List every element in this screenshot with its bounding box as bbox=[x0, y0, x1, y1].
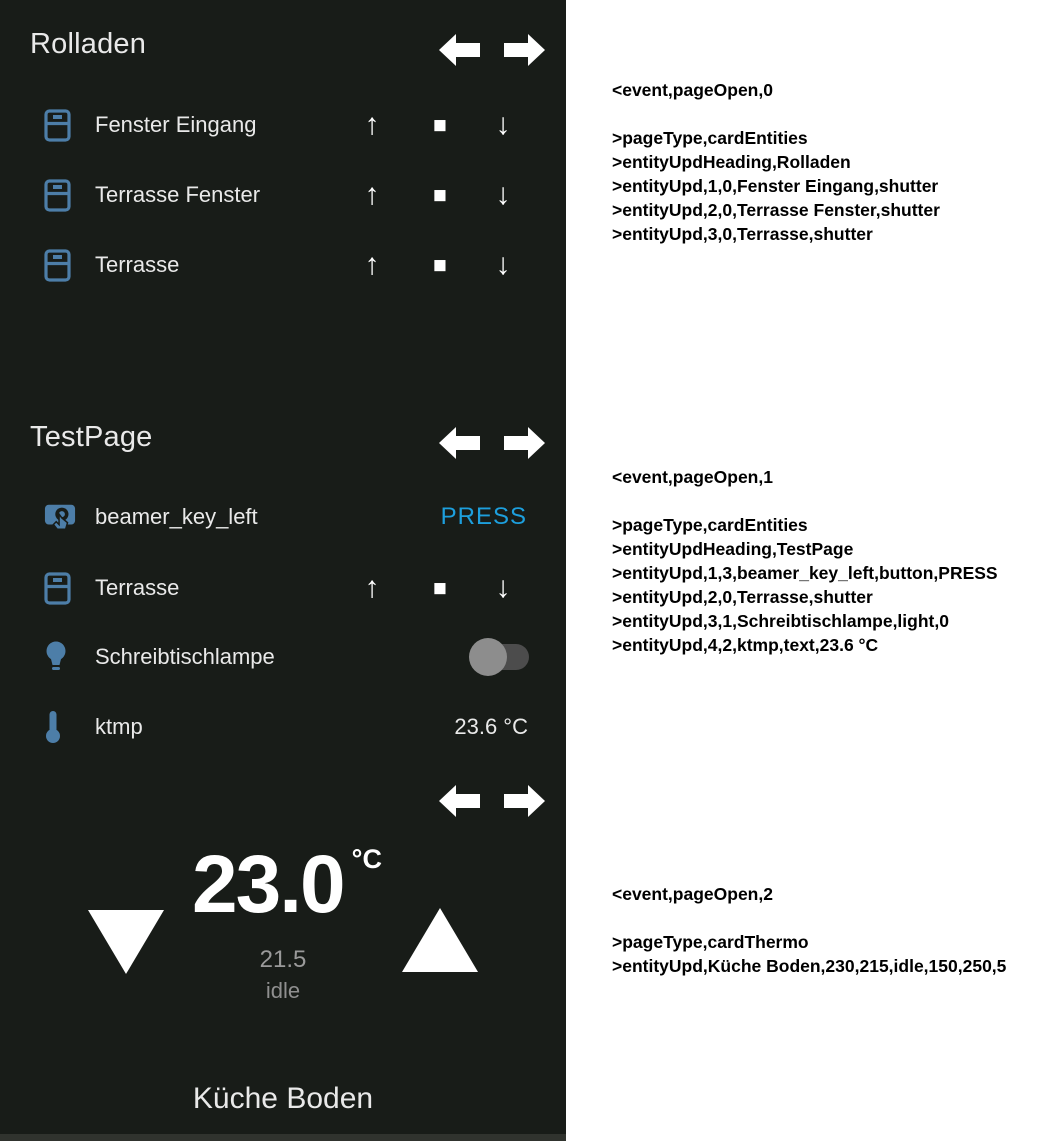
log-blank-line bbox=[612, 489, 998, 513]
log-line: >entityUpd,4,2,ktmp,text,23.6 °C bbox=[612, 635, 879, 655]
hvac-state: idle bbox=[265, 978, 301, 1003]
entity-row-terrasse bbox=[0, 230, 566, 300]
shutter-stop-button[interactable]: ■ bbox=[433, 574, 447, 601]
shutter-down-button[interactable]: ↓ bbox=[495, 571, 511, 604]
log-line: >entityUpd,2,0,Terrasse Fenster,shutter bbox=[612, 200, 940, 220]
current-temperature-value: 23.0 bbox=[192, 839, 344, 930]
log-line: >pageType,cardEntities bbox=[612, 515, 808, 535]
page-nav bbox=[439, 783, 545, 819]
log-line: >entityUpdHeading,Rolladen bbox=[612, 152, 851, 172]
thermostat-name: Küche Boden bbox=[192, 1082, 374, 1115]
serial-log-page1 bbox=[612, 465, 998, 657]
entity-row-fenster-eingang bbox=[0, 90, 566, 160]
log-line: <event,pageOpen,1 bbox=[612, 467, 773, 487]
log-line: >entityUpd,3,0,Terrasse,shutter bbox=[612, 224, 873, 244]
shutter-stop-button[interactable]: ■ bbox=[433, 181, 447, 208]
entity-label: Terrasse bbox=[95, 252, 180, 277]
log-line: >entityUpd,Küche Boden,230,215,idle,150,250,5 bbox=[612, 956, 1007, 976]
log-line: <event,pageOpen,2 bbox=[612, 884, 773, 904]
shutter-down-button[interactable]: ↓ bbox=[495, 178, 511, 211]
log-line: >entityUpdHeading,TestPage bbox=[612, 539, 854, 559]
page-title: TestPage bbox=[30, 421, 153, 453]
log-line: >entityUpd,1,0,Fenster Eingang,shutter bbox=[612, 176, 939, 196]
serial-log-page0 bbox=[612, 78, 940, 246]
log-line: <event,pageOpen,0 bbox=[612, 80, 773, 100]
log-blank-line bbox=[612, 102, 940, 126]
log-blank-line bbox=[612, 906, 1006, 930]
shutter-stop-button[interactable]: ■ bbox=[433, 251, 447, 278]
toggle-knob bbox=[469, 638, 507, 676]
current-temperature bbox=[0, 838, 566, 932]
log-line: >pageType,cardEntities bbox=[612, 128, 808, 148]
temperature-unit: °C bbox=[351, 844, 382, 874]
entity-label: beamer_key_left bbox=[95, 504, 258, 529]
shutter-stop-button[interactable]: ■ bbox=[433, 111, 447, 138]
shutter-down-button[interactable]: ↓ bbox=[495, 108, 511, 141]
shutter-icon bbox=[44, 108, 76, 142]
card-testpage bbox=[0, 390, 566, 780]
log-line: >pageType,cardThermo bbox=[612, 932, 809, 952]
entity-label: Terrasse Fenster bbox=[95, 182, 261, 207]
sensor-value: 23.6 °C bbox=[454, 714, 528, 739]
gesture-tap-button-icon bbox=[44, 500, 76, 534]
card-rolladen bbox=[0, 0, 566, 390]
serial-log-page2 bbox=[612, 882, 1006, 978]
nav-left-icon[interactable] bbox=[439, 425, 480, 461]
press-button[interactable]: PRESS bbox=[440, 503, 527, 530]
entity-label: Terrasse bbox=[95, 575, 180, 600]
shutter-up-button[interactable]: ↑ bbox=[364, 248, 380, 281]
entity-row-schreibtischlampe bbox=[0, 622, 566, 692]
target-temperature: 21.5 bbox=[259, 946, 307, 973]
shutter-icon bbox=[44, 178, 76, 212]
entity-row-beamer-key-left bbox=[0, 482, 566, 552]
nav-right-icon[interactable] bbox=[504, 32, 545, 68]
shutter-icon bbox=[44, 248, 76, 282]
light-toggle[interactable] bbox=[469, 637, 529, 677]
entity-row-terrasse-fenster bbox=[0, 160, 566, 230]
nav-left-icon[interactable] bbox=[439, 32, 480, 68]
entity-label: Fenster Eingang bbox=[95, 112, 257, 137]
nav-right-icon[interactable] bbox=[504, 783, 545, 819]
page-nav bbox=[439, 32, 545, 68]
nav-right-icon[interactable] bbox=[504, 425, 545, 461]
nav-left-icon[interactable] bbox=[439, 783, 480, 819]
lightbulb-icon bbox=[44, 640, 76, 674]
shutter-up-button[interactable]: ↑ bbox=[364, 571, 380, 604]
log-line: >entityUpd,1,3,beamer_key_left,button,PRESS bbox=[612, 563, 998, 583]
panel-bottom-edge bbox=[0, 1134, 566, 1141]
entity-label: Schreibtischlampe bbox=[95, 644, 275, 669]
entity-label: ktmp bbox=[95, 714, 143, 739]
entity-row-ktmp bbox=[0, 692, 566, 762]
shutter-up-button[interactable]: ↑ bbox=[364, 178, 380, 211]
page-nav bbox=[439, 425, 545, 461]
shutter-up-button[interactable]: ↑ bbox=[364, 108, 380, 141]
shutter-down-button[interactable]: ↓ bbox=[495, 248, 511, 281]
page-title: Rolladen bbox=[30, 28, 147, 60]
thermometer-icon bbox=[44, 710, 76, 744]
log-line: >entityUpd,3,1,Schreibtischlampe,light,0 bbox=[612, 611, 949, 631]
entity-row-terrasse bbox=[0, 553, 566, 623]
log-line: >entityUpd,2,0,Terrasse,shutter bbox=[612, 587, 873, 607]
shutter-icon bbox=[44, 571, 76, 605]
